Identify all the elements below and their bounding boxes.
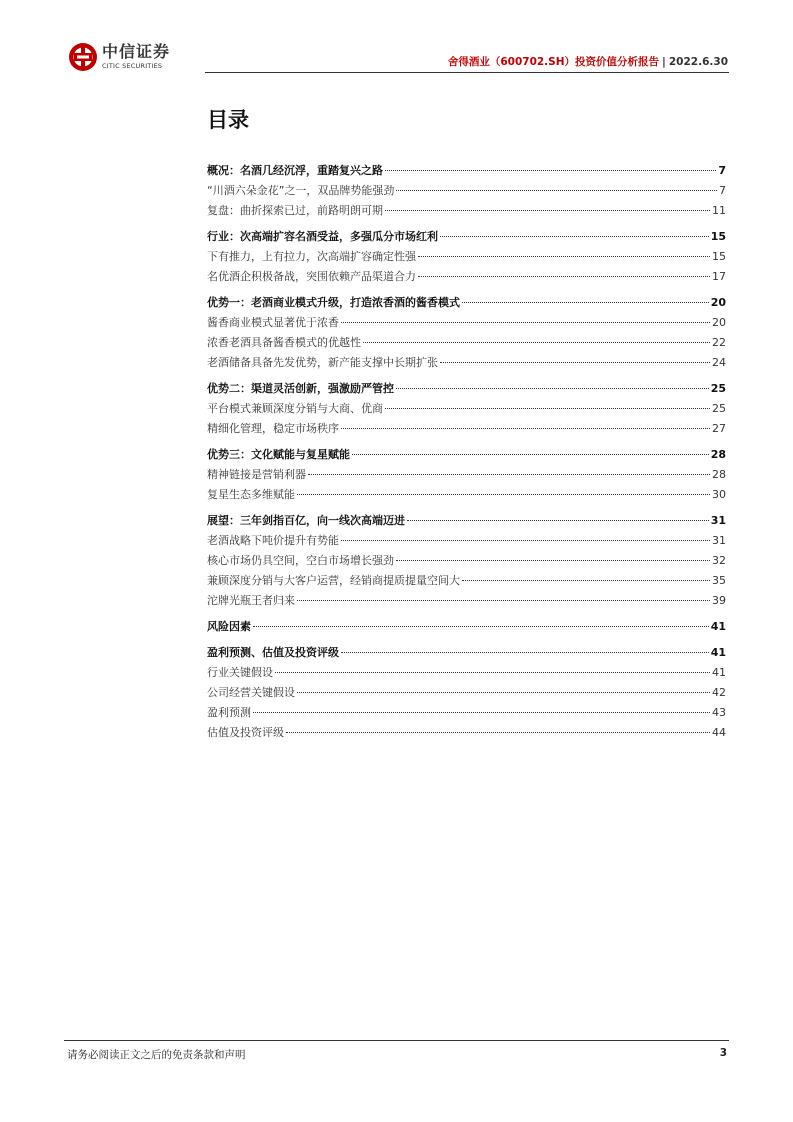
toc-entry-page: 35	[712, 574, 726, 587]
dot-leader	[418, 276, 710, 277]
toc-entry-title: 风险因素	[207, 620, 251, 633]
toc-chapter-entry[interactable]	[207, 618, 726, 638]
dot-leader	[297, 494, 710, 495]
dot-leader	[253, 626, 709, 627]
header-divider	[205, 72, 729, 73]
dot-leader	[341, 652, 709, 653]
toc-heading: 目录	[207, 108, 249, 132]
toc-subsection-entry[interactable]	[207, 182, 726, 202]
report-header	[448, 54, 728, 69]
dot-leader	[308, 474, 710, 475]
toc-subsection-entry[interactable]	[207, 334, 726, 354]
dot-leader	[385, 408, 710, 409]
toc-chapter-entry[interactable]	[207, 512, 726, 532]
toc-entry-page: 31	[712, 534, 726, 547]
citic-securities-logo	[68, 40, 170, 74]
toc-entry-page: 7	[718, 164, 726, 177]
toc-section	[207, 644, 726, 744]
toc-entry-page: 27	[712, 422, 726, 435]
dot-leader	[440, 236, 709, 237]
toc-entry-title: 平台模式兼顾深度分销与大商、优商	[207, 402, 383, 415]
toc-entry-title: 下有推力，上有拉力，次高端扩容确定性强	[207, 250, 416, 263]
toc-subsection-entry[interactable]	[207, 532, 726, 552]
toc-subsection-entry[interactable]	[207, 552, 726, 572]
toc-entry-title: 核心市场仍具空间，空白市场增长强劲	[207, 554, 394, 567]
citic-logo-icon	[68, 42, 98, 72]
dot-leader	[297, 600, 710, 601]
toc-subsection-entry[interactable]	[207, 572, 726, 592]
header-separator: |	[662, 56, 666, 68]
dot-leader	[352, 454, 709, 455]
toc-subsection-entry[interactable]	[207, 486, 726, 506]
toc-entry-title: 行业：次高端扩容名酒受益，多强瓜分市场红利	[207, 230, 438, 243]
toc-entry-page: 44	[712, 726, 726, 739]
toc-entry-title: 酱香商业模式显著优于浓香	[207, 316, 339, 329]
toc-entry-page: 43	[712, 706, 726, 719]
toc-entry-title: 概况：名酒几经沉浮，重踏复兴之路	[207, 164, 383, 177]
toc-entry-title: “川酒六朵金花”之一，双品牌势能强劲	[207, 184, 395, 197]
footer-divider	[64, 1040, 729, 1041]
report-date: 2022.6.30	[668, 56, 728, 68]
toc-subsection-entry[interactable]	[207, 592, 726, 612]
toc-subsection-entry[interactable]	[207, 466, 726, 486]
dot-leader	[297, 692, 710, 693]
toc-entry-title: 精神链接是营销利器	[207, 468, 306, 481]
toc-entry-page: 11	[712, 204, 726, 217]
toc-subsection-entry[interactable]	[207, 420, 726, 440]
footer-disclaimer: 请务必阅读正文之后的免责条款和声明	[67, 1049, 246, 1061]
toc-entry-title: 兼顾深度分销与大客户运营，经销商提质提量空间大	[207, 574, 460, 587]
dot-leader	[407, 520, 709, 521]
toc-subsection-entry[interactable]	[207, 314, 726, 334]
toc-entry-page: 28	[710, 448, 726, 461]
dot-leader	[462, 302, 709, 303]
dot-leader	[462, 580, 710, 581]
dot-leader	[396, 190, 717, 191]
toc-subsection-entry[interactable]	[207, 704, 726, 724]
dot-leader	[440, 362, 710, 363]
dot-leader	[341, 428, 710, 429]
toc-subsection-entry[interactable]	[207, 248, 726, 268]
page-number: 3	[719, 1047, 727, 1059]
dot-leader	[341, 322, 710, 323]
dot-leader	[385, 170, 716, 171]
toc-section	[207, 162, 726, 222]
toc-subsection-entry[interactable]	[207, 724, 726, 744]
toc-chapter-entry[interactable]	[207, 380, 726, 400]
dot-leader	[341, 540, 710, 541]
logo-chinese-name: 中信证券	[102, 42, 171, 62]
logo-english-name: CITIC SECURITIES	[102, 62, 163, 71]
toc-entry-page: 25	[712, 402, 726, 415]
toc-entry-title: 盈利预测	[207, 706, 251, 719]
toc-entry-title: 展望：三年剑指百亿，向一线次高端迈进	[207, 514, 405, 527]
toc-entry-page: 25	[710, 382, 726, 395]
toc-subsection-entry[interactable]	[207, 400, 726, 420]
dot-leader	[253, 712, 710, 713]
toc-entry-title: 复盘：曲折探索已过，前路明朗可期	[207, 204, 383, 217]
toc-entry-title: 名优酒企积极备战，突围依赖产品渠道合力	[207, 270, 416, 283]
toc-entry-title: 行业关键假设	[207, 666, 273, 679]
toc-chapter-entry[interactable]	[207, 446, 726, 466]
toc-entry-title: 公司经营关键假设	[207, 686, 295, 699]
toc-entry-page: 15	[710, 230, 726, 243]
toc-entry-title: 优势三：文化赋能与复星赋能	[207, 448, 350, 461]
toc-entry-page: 17	[712, 270, 726, 283]
toc-subsection-entry[interactable]	[207, 268, 726, 288]
toc-section	[207, 618, 726, 638]
toc-subsection-entry[interactable]	[207, 664, 726, 684]
toc-entry-page: 31	[710, 514, 726, 527]
toc-chapter-entry[interactable]	[207, 644, 726, 664]
toc-entry-title: 老酒战略下吨价提升有势能	[207, 534, 339, 547]
toc-chapter-entry[interactable]	[207, 228, 726, 248]
toc-entry-title: 盈利预测、估值及投资评级	[207, 646, 339, 659]
toc-entry-title: 优势一：老酒商业模式升级，打造浓香酒的酱香模式	[207, 296, 460, 309]
toc-entry-page: 32	[712, 554, 726, 567]
toc-entry-title: 估值及投资评级	[207, 726, 284, 739]
toc-entry-title: 沱牌光瓶王者归来	[207, 594, 295, 607]
toc-section	[207, 446, 726, 506]
toc-entry-title: 优势二：渠道灵活创新，强激励严管控	[207, 382, 394, 395]
toc-subsection-entry[interactable]	[207, 354, 726, 374]
toc-subsection-entry[interactable]	[207, 202, 726, 222]
toc-entry-page: 30	[712, 488, 726, 501]
toc-chapter-entry[interactable]	[207, 162, 726, 182]
dot-leader	[385, 210, 710, 211]
toc-section	[207, 228, 726, 288]
toc-chapter-entry[interactable]	[207, 294, 726, 314]
toc-entry-page: 42	[712, 686, 726, 699]
toc-entry-page: 22	[712, 336, 726, 349]
dot-leader	[275, 672, 710, 673]
toc-entry-page: 15	[712, 250, 726, 263]
toc-entry-title: 精细化管理，稳定市场秩序	[207, 422, 339, 435]
toc-entry-page: 24	[712, 356, 726, 369]
toc-entry-page: 20	[712, 316, 726, 329]
toc-section	[207, 512, 726, 612]
dot-leader	[396, 560, 710, 561]
toc-entry-title: 浓香老酒具备酱香模式的优越性	[207, 336, 361, 349]
toc-entry-page: 20	[710, 296, 726, 309]
toc-subsection-entry[interactable]	[207, 684, 726, 704]
table-of-contents	[207, 162, 726, 750]
toc-entry-page: 28	[712, 468, 726, 481]
toc-entry-page: 41	[712, 666, 726, 679]
dot-leader	[363, 342, 710, 343]
toc-entry-page: 7	[719, 184, 726, 197]
toc-section	[207, 294, 726, 374]
toc-entry-page: 39	[712, 594, 726, 607]
toc-entry-title: 老酒储备具备先发优势，新产能支撑中长期扩张	[207, 356, 438, 369]
toc-section	[207, 380, 726, 440]
toc-entry-title: 复星生态多维赋能	[207, 488, 295, 501]
report-title: 舍得酒业（600702.SH）投资价值分析报告	[447, 56, 660, 68]
dot-leader	[396, 388, 709, 389]
dot-leader	[286, 732, 710, 733]
toc-entry-page: 41	[710, 620, 726, 633]
dot-leader	[418, 256, 710, 257]
toc-entry-page: 41	[710, 646, 726, 659]
